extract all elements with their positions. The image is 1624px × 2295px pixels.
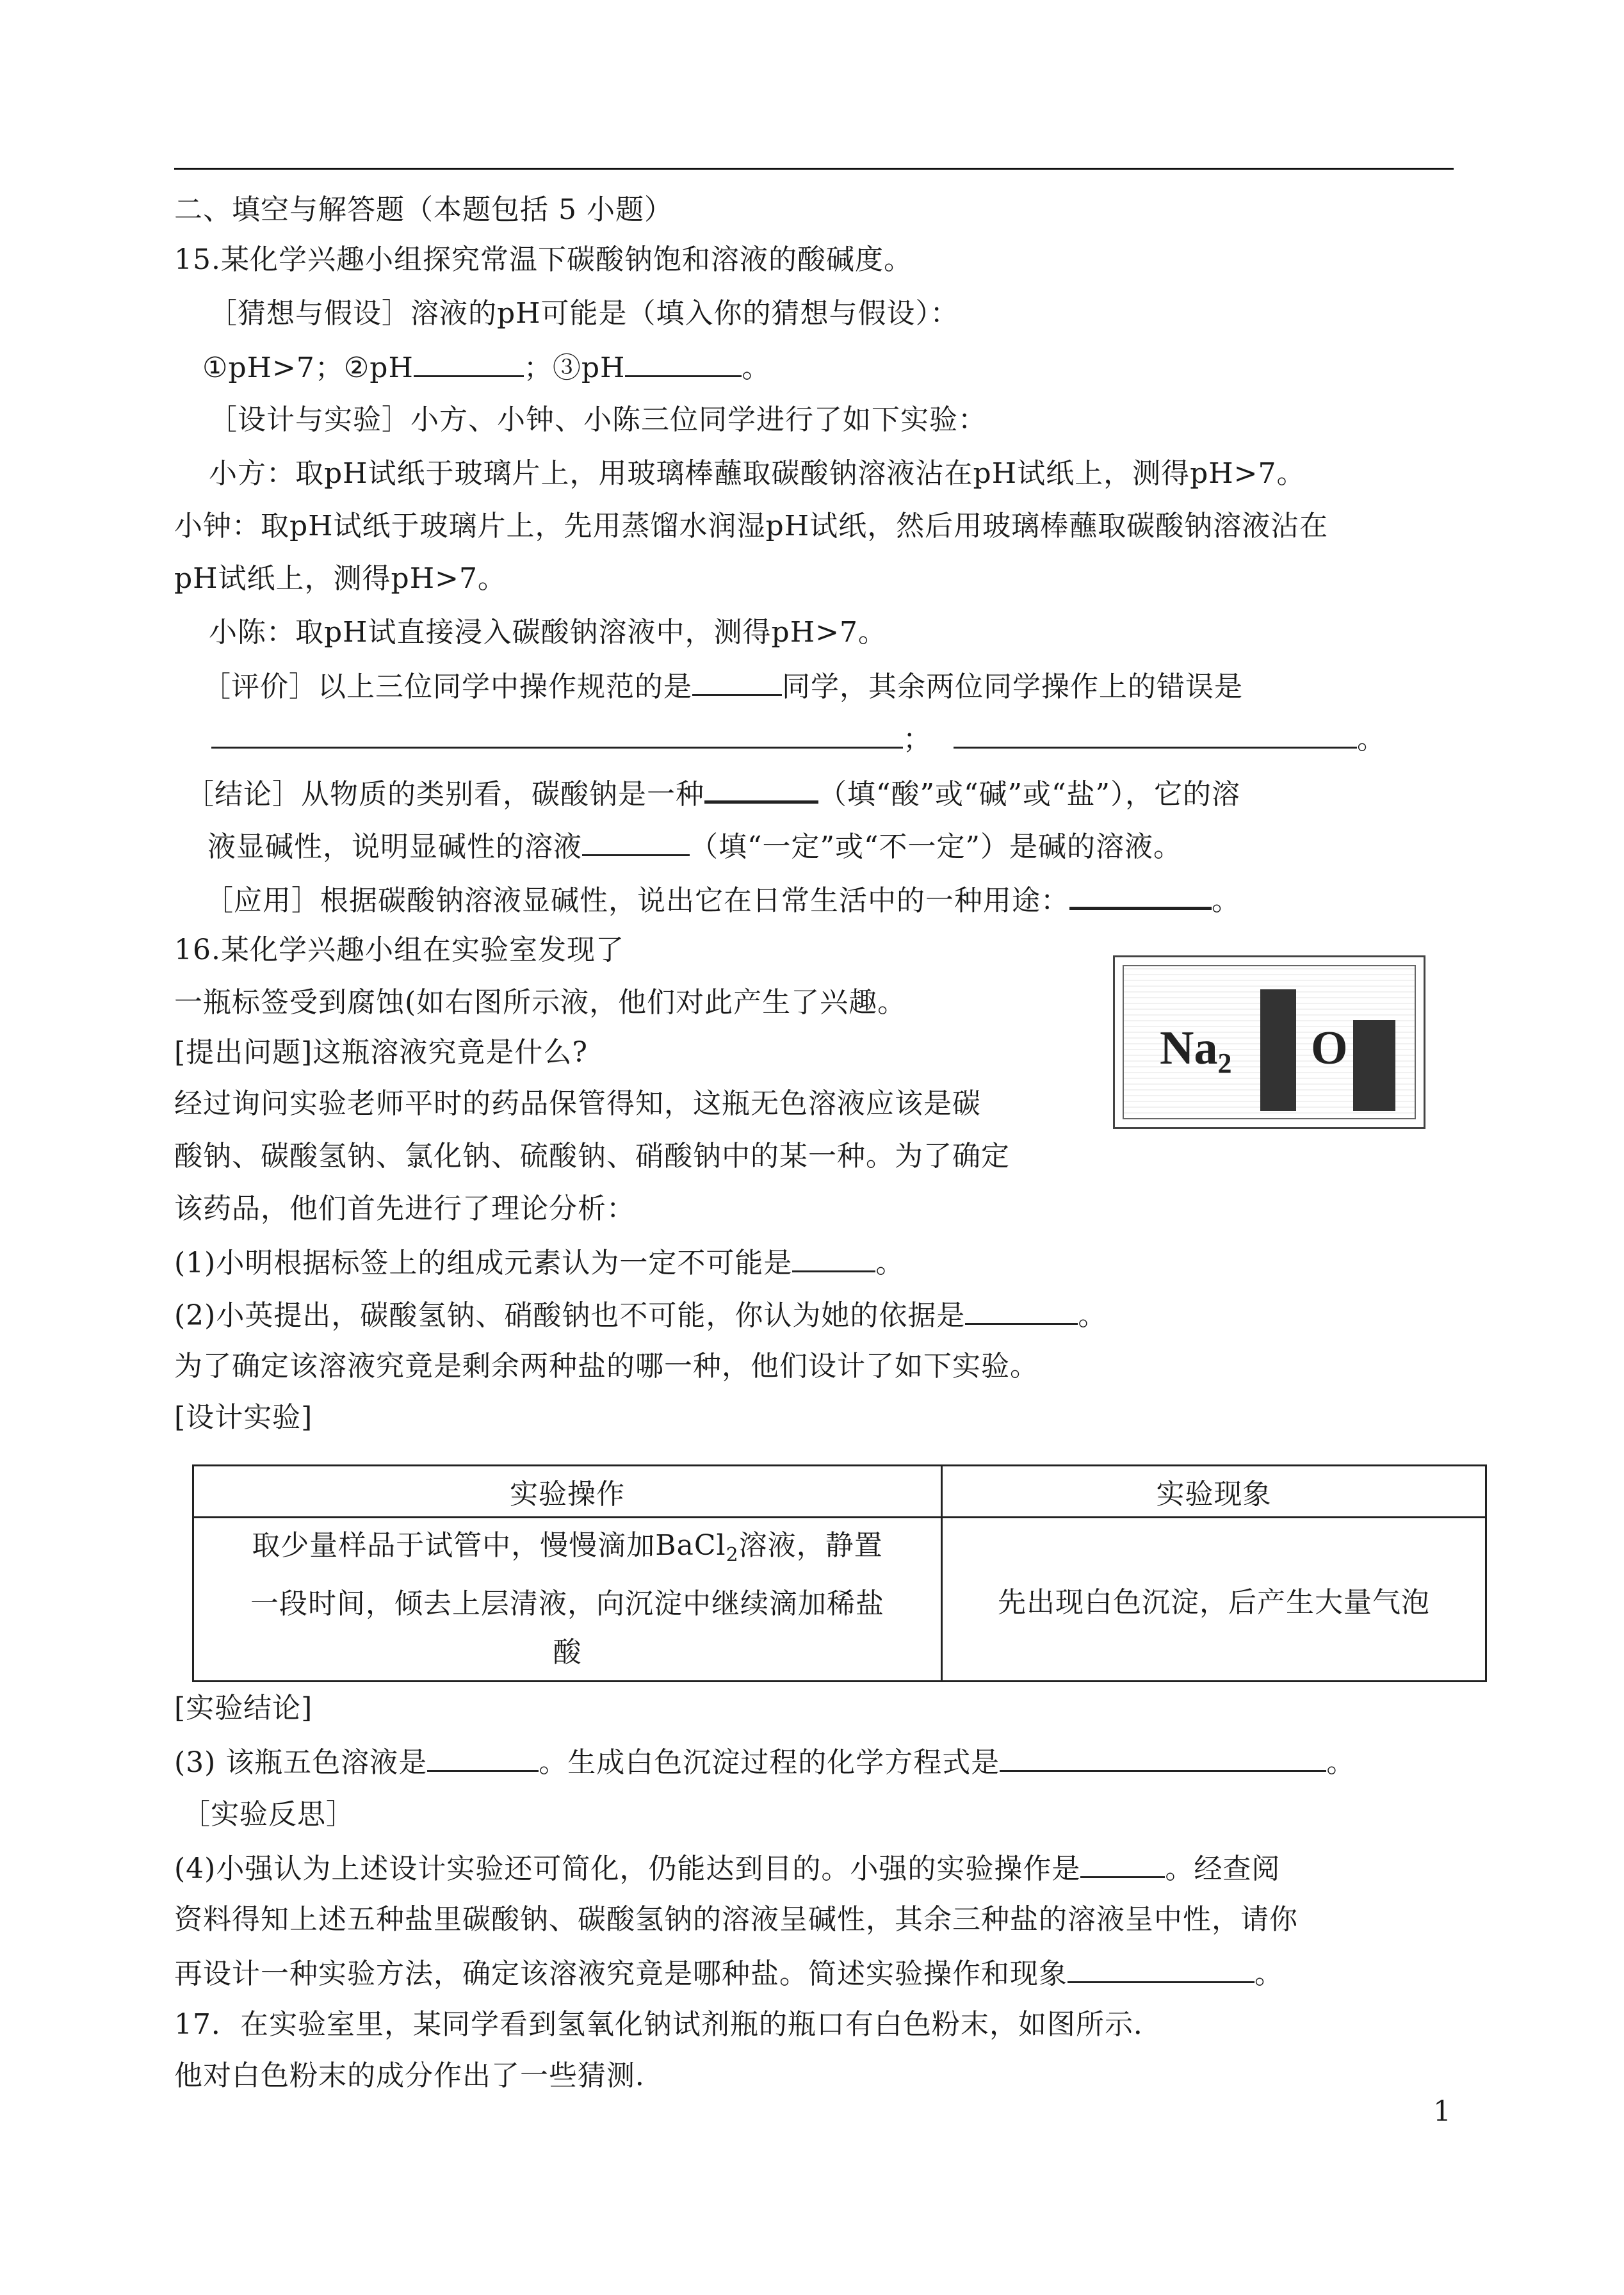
section-heading: 二、填空与解答题（本题包括 5 小题） [174,193,673,226]
q15-guess-intro: ［猜想与假设］溶液的pH可能是（填入你的猜想与假设）： [209,297,959,330]
q16-p3-a: (3) 该瓶五色溶液是 [174,1746,428,1779]
q15-guess-line [202,347,770,387]
q15-xiaozhong-1: 小钟：取pH试纸于玻璃片上，先用蒸馏水润湿pH试纸，然后用玻璃棒蘸取碳酸钠溶液沾在 [174,510,1329,542]
corroded-label-figure [1113,955,1425,1129]
q16-p3-blank-solution[interactable] [427,1742,539,1772]
q15-eval-a: ［评价］以上三位同学中操作规范的是 [202,670,692,703]
q16-p4-l3: 再设计一种实验方法，确定该溶液究竟是哪种盐。简述实验操作和现象 [174,1958,1068,1990]
label-paper [1123,965,1416,1119]
q15-guess-blank-3[interactable] [625,347,742,377]
op-line-1: 取少量样品于试管中，慢慢滴加BaCl$_2$溶液，静置 [252,1529,883,1566]
q16-p2-end: 。 [1078,1299,1107,1332]
q15-eval-line [202,666,1243,706]
q16-question: [提出问题]这瓶溶液究竟是什么? [174,1036,588,1069]
q16-p1-end: 。 [875,1247,905,1279]
table-cell-operation [193,1518,942,1682]
q15-xiaochen: 小陈：取pH试直接浸入碳酸钠溶液中，测得pH>7。 [209,616,887,649]
table-cell-phenomenon: 先出现白色沉淀，后产生大量气泡 [942,1518,1486,1682]
q17-line1: 17．在实验室里，某同学看到氢氧化钠试剂瓶的瓶口有白色粉末，如图所示． [174,2008,1162,2041]
corroded-block-1 [1260,989,1296,1111]
label-o-text: O [1311,1022,1348,1075]
q15-conclusion-line [186,772,1240,814]
q16-p4-blank-operation[interactable] [1080,1848,1165,1878]
q16-p4-blank-method[interactable] [1068,1953,1255,1983]
q16-p4-line-2: 资料得知上述五种盐里碳酸钠、碳酸氢钠的溶液呈碱性，其余三种盐的溶液呈中性，请你 [174,1903,1298,1936]
q16-p4-line [174,1848,1280,1888]
q16-p1: (1)小明根据标签上的组成元素认为一定不可能是 [174,1247,793,1279]
q15-design-intro: ［设计与实验］小方、小钟、小陈三位同学进行了如下实验： [209,403,987,436]
q15-apply-end: 。 [1212,884,1240,917]
q16-line6: 该药品，他们首先进行了理论分析： [174,1192,635,1225]
q15-apply-blank[interactable] [1069,879,1212,910]
q16-p4-a: (4)小强认为上述设计实验还可简化，仍能达到目的。小强的实验操作是 [174,1853,1081,1885]
q15-apply-line [205,879,1240,920]
q16-p3-b: 。生成白色沉淀过程的化学方程式是 [539,1746,1000,1779]
q15-concl-blank-type[interactable] [704,772,818,804]
q15-guess-end: 。 [742,352,771,384]
experiment-table [192,1464,1487,1682]
q16-p1-blank[interactable] [792,1242,875,1272]
q16-line9: 为了确定该溶液究竟是剩余两种盐的哪一种，他们设计了如下实验。 [174,1350,1039,1383]
q15-title: 15.某化学兴趣小组探究常温下碳酸钠饱和溶液的酸碱度。 [174,243,913,276]
table-row [193,1518,1486,1682]
q17-line2: 他对白色粉末的成分作出了一些猜测． [174,2059,664,2092]
q15-eval-blank-error-1[interactable] [211,718,903,749]
q16-design-head: [设计实验] [174,1401,313,1434]
q16-line2: 一瓶标签受到腐蚀(如右图所示液，他们对此产生了兴趣。 [174,986,907,1019]
table-header-row [193,1466,1486,1518]
q16-p4-line-3 [174,1953,1283,1993]
q15-xiaofang: 小方：取pH试纸于玻璃片上，用玻璃棒蘸取碳酸钠溶液沾在pH试纸上，测得pH>7。 [209,457,1306,490]
q15-guess-1: ①pH>7；②pH [202,352,414,384]
q16-p3-line [174,1742,1355,1782]
header-rule [174,168,1454,170]
q15-eval-sep: ； [903,723,932,756]
q15-eval-blank-student[interactable] [692,666,782,696]
q15-guess-blank-2[interactable] [414,347,524,377]
q16-p2-blank[interactable] [965,1295,1078,1325]
q16-reflect-head: ［实验反思］ [182,1798,355,1831]
q15-eval-line-2 [211,718,1386,759]
q15-concl-a: ［结论］从物质的类别看，碳酸钠是一种 [186,778,704,811]
q16-conclusion-head: [实验结论] [174,1692,313,1724]
q15-apply-a: ［应用］根据碳酸钠溶液显碱性，说出它在日常生活中的一种用途： [205,884,1069,917]
q15-eval-b: 同学，其余两位同学操作上的错误是 [782,670,1243,703]
corroded-block-2 [1353,1020,1395,1111]
q15-concl-c: 液显碱性，说明显碱性的溶液 [207,831,582,863]
op-line-3: 酸 [553,1635,582,1669]
q15-concl-d: （填“一定”或“不一定”）是碱的溶液。 [690,831,1182,863]
q15-eval-end: 。 [1357,723,1386,756]
q16-p3-end: 。 [1326,1746,1356,1779]
q16-line4: 经过询问实验老师平时的药品保管得知，这瓶无色溶液应该是碳 [174,1087,981,1120]
q15-guess-2: ；③pH [523,352,626,384]
q15-eval-blank-error-2[interactable] [954,718,1357,749]
page-number: 1 [1433,2095,1451,2128]
q15-concl-blank-base[interactable] [582,826,690,856]
q16-p3-blank-equation[interactable] [1000,1742,1326,1772]
q16-line5: 酸钠、碳酸氢钠、氯化钠、硫酸钠、硝酸钠中的某一种。为了确定 [174,1140,1010,1172]
q16-p4-b: 。经查阅 [1165,1853,1281,1885]
q16-p2-line [174,1295,1107,1335]
label-na-text: $Na_2$ [1160,1022,1232,1079]
q16-p2: (2)小英提出，碳酸氢钠、硝酸钠也不可能，你认为她的依据是 [174,1299,966,1332]
q15-concl-b: （填“酸”或“碱”或“盐”），它的溶 [818,778,1240,811]
table-header-operation: 实验操作 [193,1466,942,1518]
q15-xiaozhong-2: pH试纸上，测得pH>7。 [174,562,507,595]
q16-p4-end: 。 [1255,1958,1283,1990]
table-header-phenomenon: 实验现象 [942,1466,1486,1518]
q15-conclusion-line-2 [207,826,1182,866]
q16-p1-line [174,1242,904,1283]
q16-title: 16.某化学兴趣小组在实验室发现了 [174,934,624,966]
op-line-2: 一段时间，倾去上层清液，向沉淀中继续滴加稀盐 [250,1587,884,1620]
